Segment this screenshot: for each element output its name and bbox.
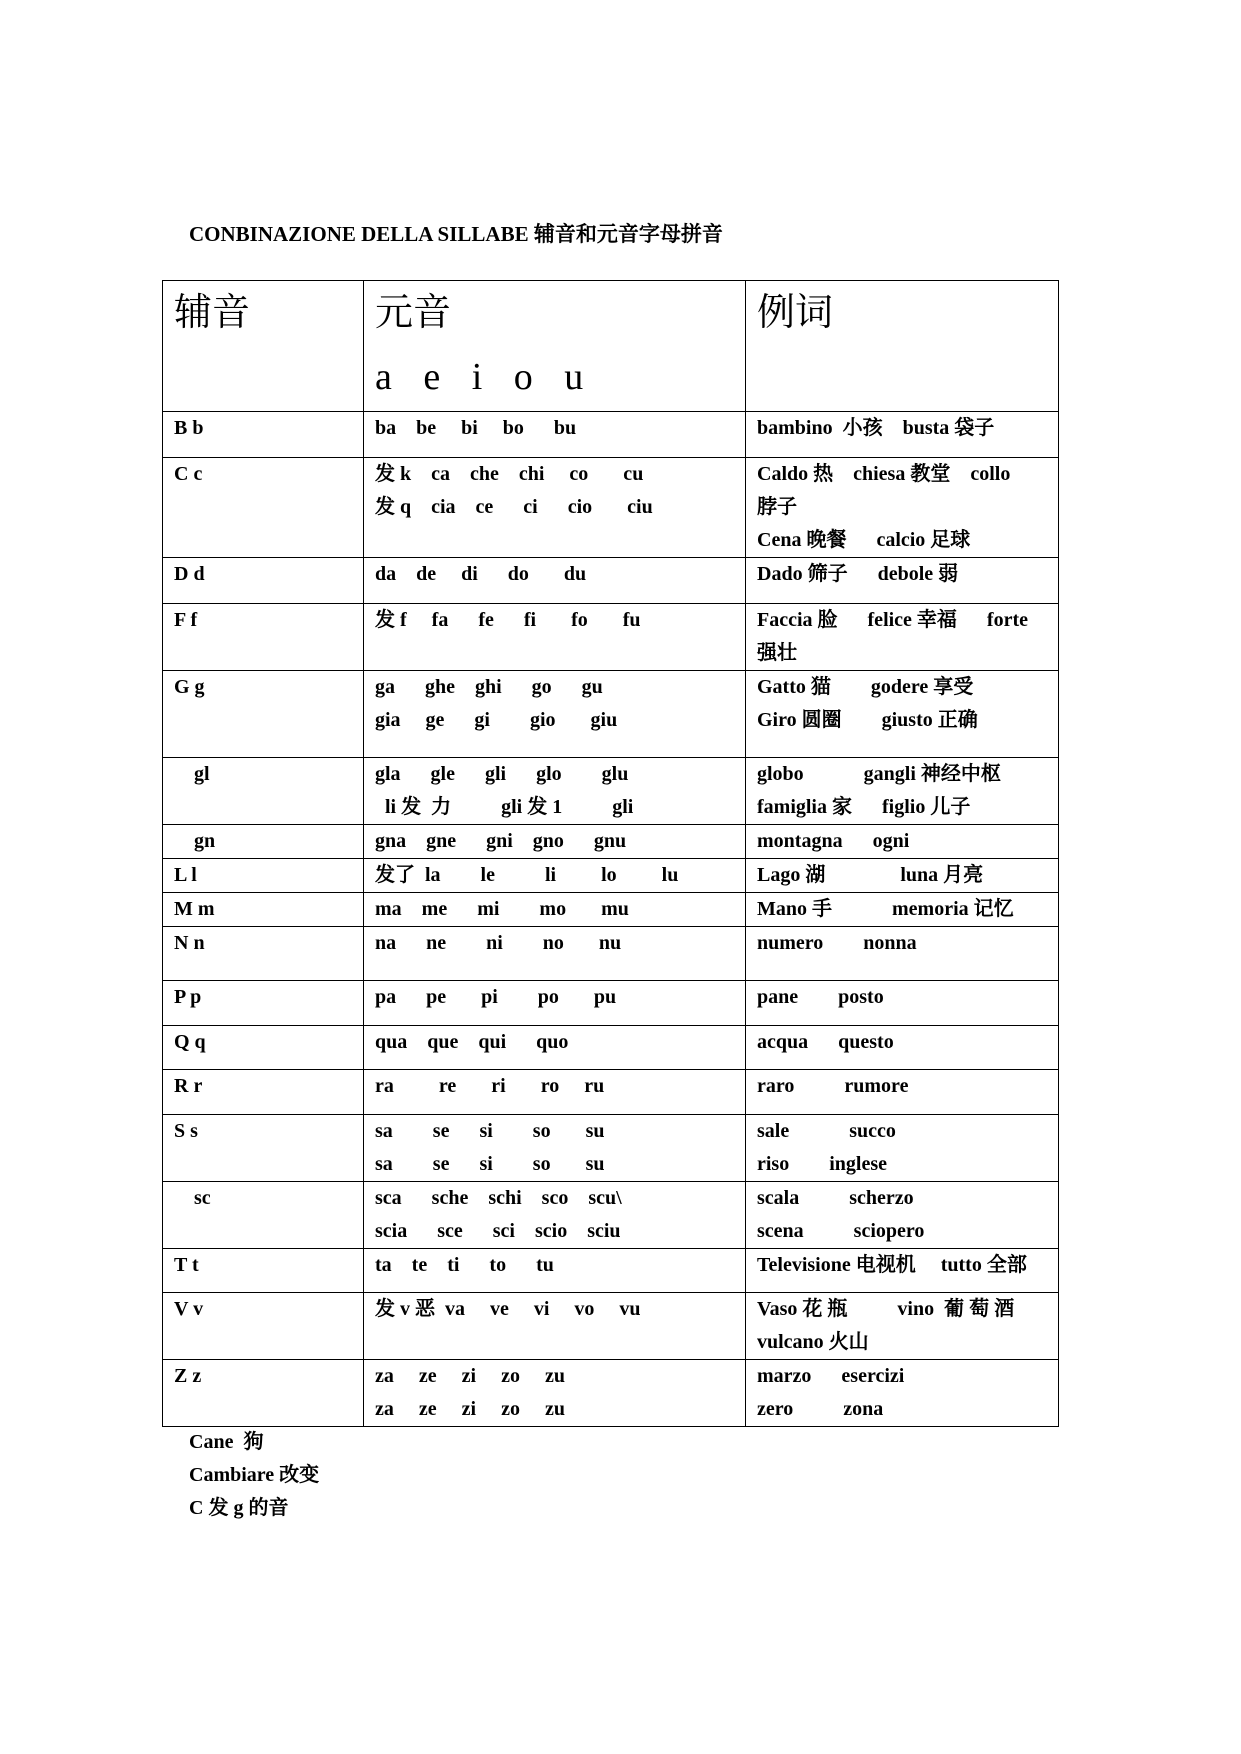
- consonant-cell: [163, 458, 364, 558]
- examples-line: pane posto: [757, 986, 884, 1008]
- consonant-line: L l: [174, 864, 197, 886]
- consonant-line: F f: [174, 609, 198, 631]
- examples-cell: [746, 927, 1059, 981]
- examples-line: scala scherzo: [757, 1187, 914, 1209]
- syllables-cell: [364, 1293, 746, 1360]
- table-row: [163, 1360, 1059, 1427]
- table-row: [163, 1115, 1059, 1182]
- syllables-line: ba be bi bo bu: [375, 417, 577, 439]
- consonant-line: B b: [174, 417, 204, 439]
- consonant-cell: [163, 1115, 364, 1182]
- syllables-cell: [364, 412, 746, 458]
- examples-cell: [746, 558, 1059, 604]
- syllables-cell: [364, 1360, 746, 1427]
- examples-line: riso inglese: [757, 1153, 887, 1175]
- syllables-line: ra re ri ro ru: [375, 1075, 605, 1097]
- syllables-line: gia ge gi gio giu: [375, 709, 618, 731]
- syllables-line: ta te ti to tu: [375, 1254, 554, 1276]
- examples-cell: [746, 1249, 1059, 1293]
- table-row: [163, 893, 1059, 927]
- table-row: [163, 604, 1059, 671]
- examples-cell: [746, 671, 1059, 758]
- consonant-cell: [163, 825, 364, 859]
- syllables-line: sa se si so su: [375, 1120, 605, 1142]
- examples-cell: [746, 1182, 1059, 1249]
- consonant-cell: [163, 1293, 364, 1360]
- consonant-cell: [163, 927, 364, 981]
- examples-cell: [746, 893, 1059, 927]
- table-row: [163, 1249, 1059, 1293]
- table-row: [163, 558, 1059, 604]
- syllables-cell: [364, 1182, 746, 1249]
- examples-line: raro rumore: [757, 1075, 909, 1097]
- examples-line: marzo esercizi: [757, 1365, 905, 1387]
- syllables-line: 发 v 恶 va ve vi vo vu: [375, 1298, 641, 1320]
- notes: [189, 1426, 319, 1525]
- consonant-line: T t: [174, 1254, 199, 1276]
- examples-cell: [746, 412, 1059, 458]
- syllables-line: sca sche schi sco scu\: [375, 1187, 622, 1209]
- syllables-line: li 发 力 gli 发 1 gli: [375, 796, 634, 818]
- syllables-cell: [364, 1115, 746, 1182]
- syllables-cell: [364, 671, 746, 758]
- examples-line: 强壮: [757, 642, 797, 664]
- examples-line: Faccia 脸 felice 幸福 forte: [757, 609, 1029, 631]
- examples-line: Mano 手 memoria 记忆: [757, 898, 1014, 920]
- syllables-line: da de di do du: [375, 563, 587, 585]
- consonant-cell: [163, 981, 364, 1026]
- consonant-cell: [163, 671, 364, 758]
- syllables-line: scia sce sci scio sciu: [375, 1220, 621, 1242]
- document-title: CONBINAZIONE DELLA SILLABE 辅音和元音字母拼音: [189, 222, 723, 246]
- examples-line: Caldo 热 chiesa 教堂 collo: [757, 463, 1011, 485]
- examples-line: acqua questo: [757, 1031, 894, 1053]
- consonant-line: Q q: [174, 1031, 206, 1053]
- header-consonant: 辅音: [163, 281, 364, 412]
- consonant-line: gl: [174, 763, 210, 785]
- syllables-cell: [364, 1249, 746, 1293]
- syllables-cell: [364, 758, 746, 825]
- consonant-line: D d: [174, 563, 205, 585]
- syllables-line: na ne ni no nu: [375, 932, 622, 954]
- syllables-line: pa pe pi po pu: [375, 986, 617, 1008]
- syllables-line: 发 q cia ce ci cio ciu: [375, 496, 653, 518]
- syllables-line: 发了 la le li lo lu: [375, 864, 679, 886]
- table-row: [163, 825, 1059, 859]
- syllables-cell: [364, 604, 746, 671]
- table-row: [163, 458, 1059, 558]
- syllables-line: 发 k ca che chi co cu: [375, 463, 644, 485]
- consonant-cell: [163, 558, 364, 604]
- syllables-cell: [364, 893, 746, 927]
- examples-cell: [746, 604, 1059, 671]
- table-row: [163, 758, 1059, 825]
- header-vowel-label: 元音: [375, 292, 452, 334]
- examples-line: famiglia 家 figlio 儿子: [757, 796, 971, 818]
- examples-line: Gatto 猫 godere 享受: [757, 676, 974, 698]
- consonant-line: G g: [174, 676, 205, 698]
- examples-cell: [746, 1360, 1059, 1427]
- header-vowels-list: a e i o u: [375, 355, 584, 398]
- examples-cell: [746, 758, 1059, 825]
- syllables-cell: [364, 927, 746, 981]
- examples-line: vulcano 火山: [757, 1331, 869, 1353]
- examples-line: sale succo: [757, 1120, 896, 1142]
- examples-cell: [746, 1293, 1059, 1360]
- syllables-cell: [364, 1070, 746, 1115]
- note-line: Cambiare 改变: [189, 1464, 320, 1486]
- consonant-line: R r: [174, 1075, 203, 1097]
- consonant-line: N n: [174, 932, 205, 954]
- examples-line: Dado 筛子 debole 弱: [757, 563, 959, 585]
- syllables-line: qua que qui quo: [375, 1031, 569, 1053]
- consonant-line: C c: [174, 463, 203, 485]
- table-row: [163, 859, 1059, 893]
- table-row: [163, 671, 1059, 758]
- examples-line: Vaso 花 瓶 vino 葡 萄 酒: [757, 1298, 1015, 1320]
- syllables-line: gla gle gli glo glu: [375, 763, 629, 785]
- examples-line: 脖子: [757, 496, 797, 518]
- examples-line: montagna ogni: [757, 830, 910, 852]
- consonant-line: P p: [174, 986, 202, 1008]
- syllables-line: za ze zi zo zu: [375, 1398, 565, 1420]
- examples-line: zero zona: [757, 1398, 884, 1420]
- header-examples: 例词: [746, 281, 1059, 412]
- examples-cell: [746, 1026, 1059, 1070]
- examples-cell: [746, 458, 1059, 558]
- syllables-line: ma me mi mo mu: [375, 898, 629, 920]
- consonant-cell: [163, 1249, 364, 1293]
- examples-line: Giro 圆圈 giusto 正确: [757, 709, 978, 731]
- syllables-line: ga ghe ghi go gu: [375, 676, 603, 698]
- syllable-table: [162, 280, 1059, 1427]
- examples-line: Cena 晚餐 calcio 足球: [757, 529, 971, 551]
- consonant-line: sc: [174, 1187, 211, 1209]
- examples-line: Lago 湖 luna 月亮: [757, 864, 984, 886]
- syllables-line: za ze zi zo zu: [375, 1365, 565, 1387]
- consonant-cell: [163, 1026, 364, 1070]
- consonant-cell: [163, 1360, 364, 1427]
- table-header-row: [163, 281, 1059, 412]
- header-vowel: [364, 281, 746, 412]
- examples-line: bambino 小孩 busta 袋子: [757, 417, 995, 439]
- table-row: [163, 1293, 1059, 1360]
- examples-cell: [746, 1115, 1059, 1182]
- consonant-cell: [163, 1182, 364, 1249]
- consonant-cell: [163, 412, 364, 458]
- table-row: [163, 927, 1059, 981]
- examples-line: globo gangli 神经中枢: [757, 763, 1001, 785]
- consonant-cell: [163, 604, 364, 671]
- examples-line: scena sciopero: [757, 1220, 925, 1242]
- syllables-cell: [364, 859, 746, 893]
- syllables-line: sa se si so su: [375, 1153, 605, 1175]
- table-row: [163, 1070, 1059, 1115]
- table-row: [163, 412, 1059, 458]
- note-line: C 发 g 的音: [189, 1497, 289, 1519]
- consonant-line: V v: [174, 1298, 204, 1320]
- consonant-line: gn: [174, 830, 216, 852]
- table-row: [163, 1026, 1059, 1070]
- consonant-cell: [163, 859, 364, 893]
- consonant-line: M m: [174, 898, 215, 920]
- syllables-cell: [364, 825, 746, 859]
- consonant-line: Z z: [174, 1365, 202, 1387]
- syllables-cell: [364, 1026, 746, 1070]
- table-row: [163, 981, 1059, 1026]
- examples-cell: [746, 981, 1059, 1026]
- syllables-cell: [364, 558, 746, 604]
- consonant-cell: [163, 1070, 364, 1115]
- consonant-cell: [163, 758, 364, 825]
- examples-line: numero nonna: [757, 932, 917, 954]
- consonant-line: S s: [174, 1120, 198, 1142]
- examples-cell: [746, 1070, 1059, 1115]
- examples-cell: [746, 825, 1059, 859]
- examples-cell: [746, 859, 1059, 893]
- syllables-line: 发 f fa fe fi fo fu: [375, 609, 641, 631]
- syllables-cell: [364, 981, 746, 1026]
- note-line: Cane 狗: [189, 1431, 264, 1453]
- consonant-cell: [163, 893, 364, 927]
- examples-line: Televisione 电视机 tutto 全部: [757, 1254, 1027, 1276]
- syllables-line: gna gne gni gno gnu: [375, 830, 627, 852]
- syllables-cell: [364, 458, 746, 558]
- table-row: [163, 1182, 1059, 1249]
